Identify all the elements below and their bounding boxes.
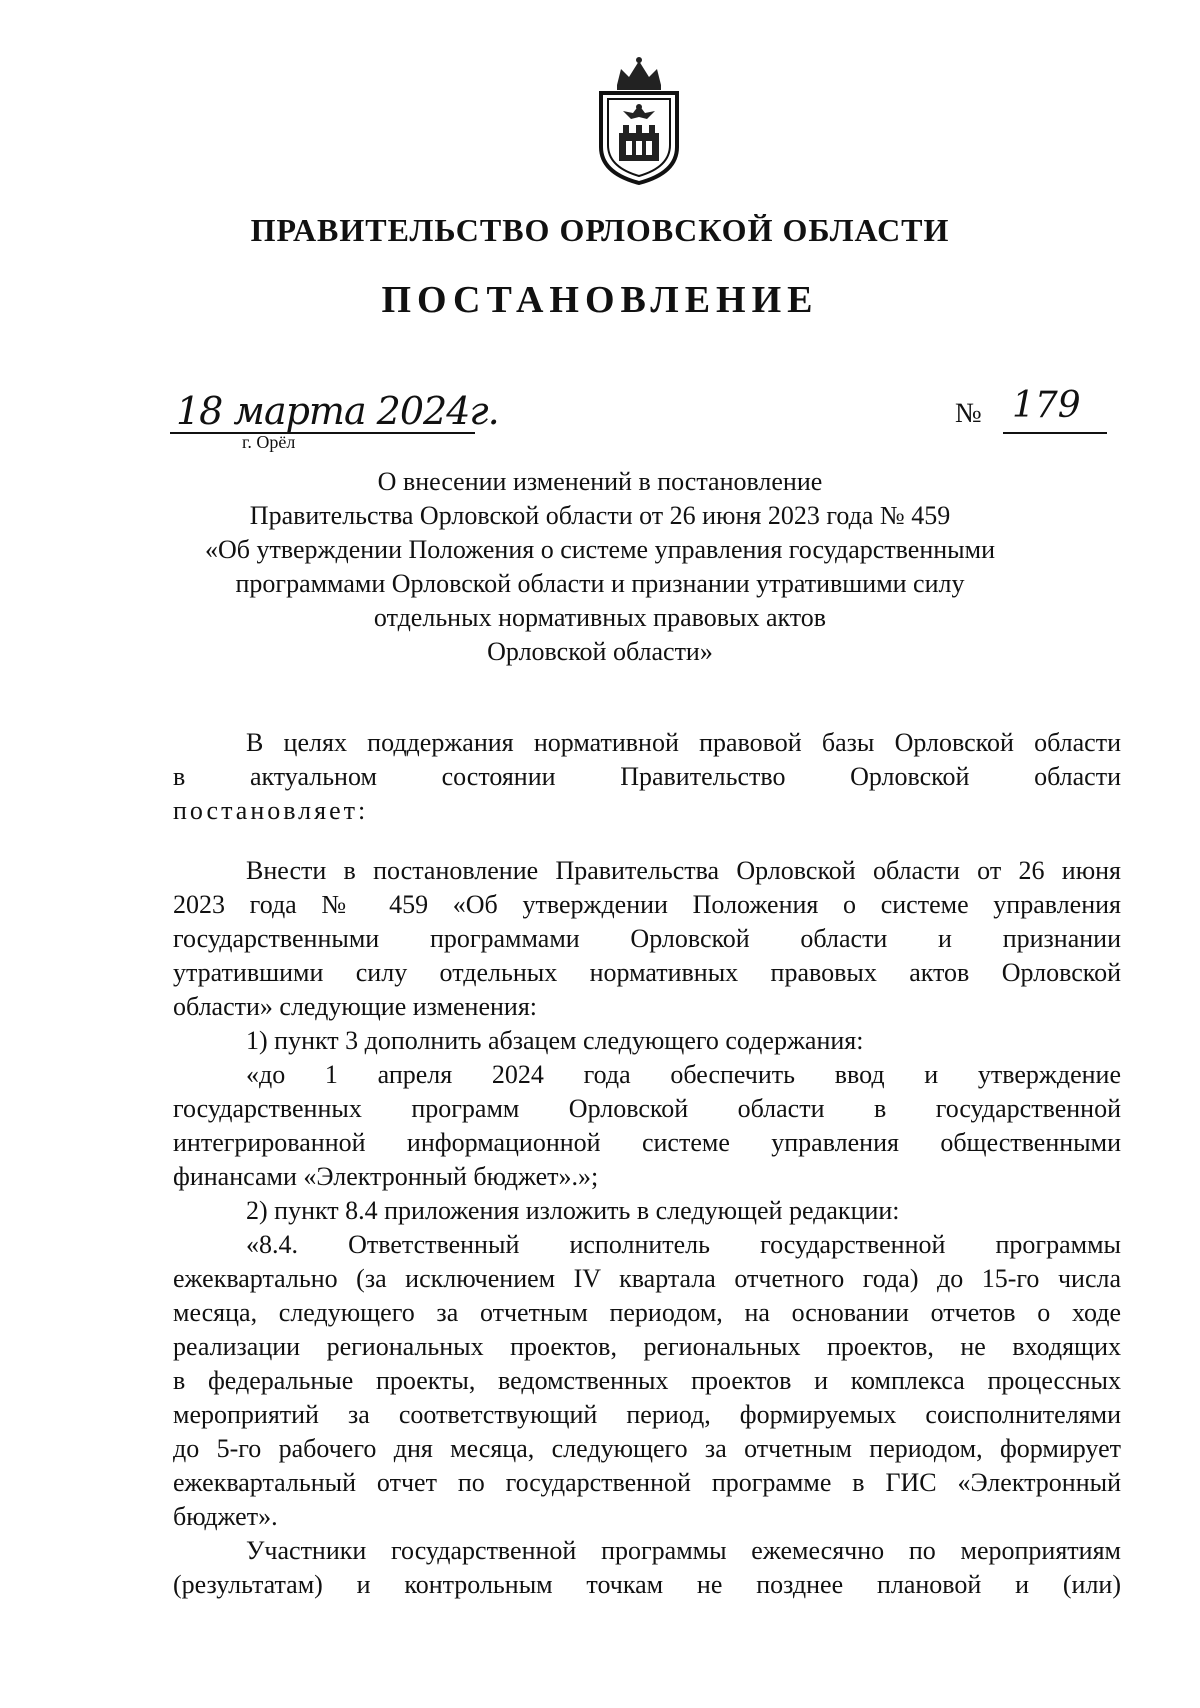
document-city: г. Орёл xyxy=(242,432,296,452)
preamble-paragraph xyxy=(173,726,1121,828)
subject-line: О внесении изменений в постановление xyxy=(377,467,823,496)
preamble-resolves: постановляет: xyxy=(173,796,369,825)
body-line: месяца, следующего за отчетным периодом, на основании отчетов о ходе xyxy=(173,1298,1121,1327)
date-underline xyxy=(170,432,475,434)
organization-title: ПРАВИТЕЛЬСТВО ОРЛОВСКОЙ ОБЛАСТИ xyxy=(250,212,950,248)
body-line: интегрированной информационной системе управления общественными xyxy=(173,1128,1121,1157)
document-number-handwritten: 179 xyxy=(1012,385,1081,426)
main-body xyxy=(173,854,1121,1602)
document-subject xyxy=(0,465,1200,669)
body-line: 1) пункт 3 дополнить абзацем следующего содержания: xyxy=(246,1026,864,1055)
document-type-title: ПОСТАНОВЛЕНИЕ xyxy=(381,279,819,321)
body-line: Участники государственной программы ежемесячно по мероприятиям xyxy=(246,1536,1121,1565)
subject-line: Орловской области» xyxy=(487,637,713,666)
body-line: мероприятий за соответствующий период, формируемых соисполнителями xyxy=(173,1400,1121,1429)
body-line: Внести в постановление Правительства Орловской области от 26 июня xyxy=(246,856,1121,885)
body-line: государственных программ Орловской области в государственной xyxy=(173,1094,1121,1123)
body-line: «до 1 апреля 2024 года обеспечить ввод и утверждение xyxy=(246,1060,1121,1089)
subject-line: отдельных нормативных правовых актов xyxy=(373,603,827,632)
body-line: (результатам) и контрольным точкам не позднее плановой и (или) xyxy=(173,1570,1121,1599)
body-line: бюджет». xyxy=(173,1502,278,1531)
body-line: финансами «Электронный бюджет».»; xyxy=(173,1162,599,1191)
body-line: «8.4. Ответственный исполнитель государственной программы xyxy=(246,1230,1121,1259)
preamble-line: В целях поддержания нормативной правовой базы Орловской области xyxy=(246,728,1121,757)
body-line: ежеквартально (за исключением IV квартала отчетного года) до 15-го числа xyxy=(173,1264,1121,1293)
body-line: области» следующие изменения: xyxy=(173,992,538,1021)
subject-line: «Об утверждении Положения о системе управления государственными xyxy=(204,535,996,564)
body-line: 2) пункт 8.4 приложения изложить в следующей редакции: xyxy=(246,1196,900,1225)
body-line: 2023 года № 459 «Об утверждении Положения о системе управления xyxy=(173,890,1121,919)
preamble-line: в актуальном состоянии Правительство Орловской области xyxy=(173,762,1121,791)
body-line: в федеральные проекты, ведомственных проектов и комплекса процессных xyxy=(173,1366,1121,1395)
subject-line: Правительства Орловской области от 26 июня 2023 года № 459 xyxy=(249,501,951,530)
coat-of-arms-icon xyxy=(593,55,685,185)
body-line: реализации региональных проектов, региональных проектов, не входящих xyxy=(173,1332,1121,1361)
body-line: государственными программами Орловской области и признании xyxy=(173,924,1121,953)
document-date-handwritten: 18 марта 2024г. xyxy=(176,389,499,433)
body-line: до 5-го рабочего дня месяца, следующего за отчетным периодом, формирует xyxy=(173,1434,1121,1463)
number-underline xyxy=(1003,432,1107,434)
document-number-label: № xyxy=(955,398,982,429)
body-line: ежеквартальный отчет по государственной программе в ГИС «Электронный xyxy=(173,1468,1121,1497)
subject-line: программами Орловской области и признании утратившими силу xyxy=(235,569,965,598)
body-line: утратившими силу отдельных нормативных правовых актов Орловской xyxy=(173,958,1121,987)
